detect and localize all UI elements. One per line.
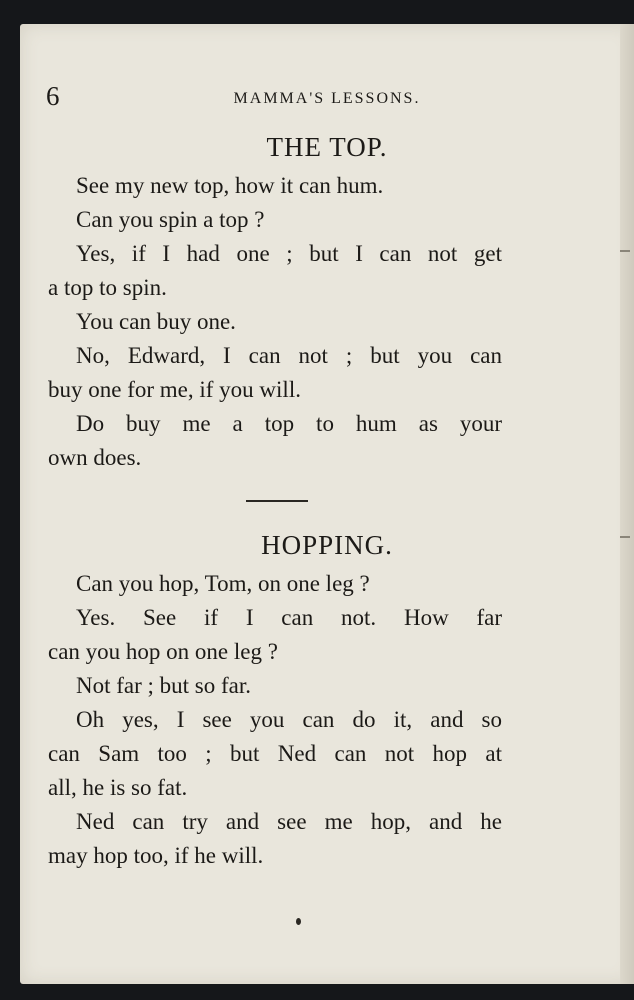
- text-line: No, Edward, I can not ; but you can: [76, 343, 502, 368]
- section-title-hopping: HOPPING.: [261, 530, 393, 560]
- section-title-the-top: THE TOP.: [266, 132, 388, 162]
- running-head: MAMMA'S LESSONS.: [233, 90, 421, 107]
- text-line: may hop too, if he will.: [48, 843, 264, 868]
- text-line: Yes. See if I can not. How far: [76, 605, 502, 630]
- text-line: You can buy one.: [76, 309, 236, 334]
- text-line: own does.: [48, 445, 142, 470]
- text-line: Can you hop, Tom, on one leg ?: [76, 571, 370, 596]
- text-line: all, he is so fat.: [48, 775, 188, 800]
- text-line: Yes, if I had one ; but I can not get: [76, 241, 502, 266]
- text-line: See my new top, how it can hum.: [76, 173, 384, 198]
- text-line: Not far ; but so far.: [76, 673, 252, 698]
- ink-dot: [296, 918, 301, 925]
- text-line: Ned can try and see me hop, and he: [76, 809, 502, 834]
- text-line: can you hop on one leg ?: [48, 639, 278, 664]
- binding-stitch: [620, 250, 630, 252]
- section-divider: [246, 500, 308, 502]
- text-line: buy one for me, if you will.: [48, 377, 301, 402]
- text-line: Oh yes, I see you can do it, and so: [76, 707, 502, 732]
- page-gutter-edge: [620, 24, 634, 984]
- text-line: can Sam too ; but Ned can not hop at: [48, 741, 502, 766]
- text-line: a top to spin.: [48, 275, 167, 300]
- book-page: [20, 24, 634, 984]
- text-line: Do buy me a top to hum as your: [76, 411, 502, 436]
- text-line: Can you spin a top ?: [76, 207, 265, 232]
- page-number: 6: [46, 81, 60, 111]
